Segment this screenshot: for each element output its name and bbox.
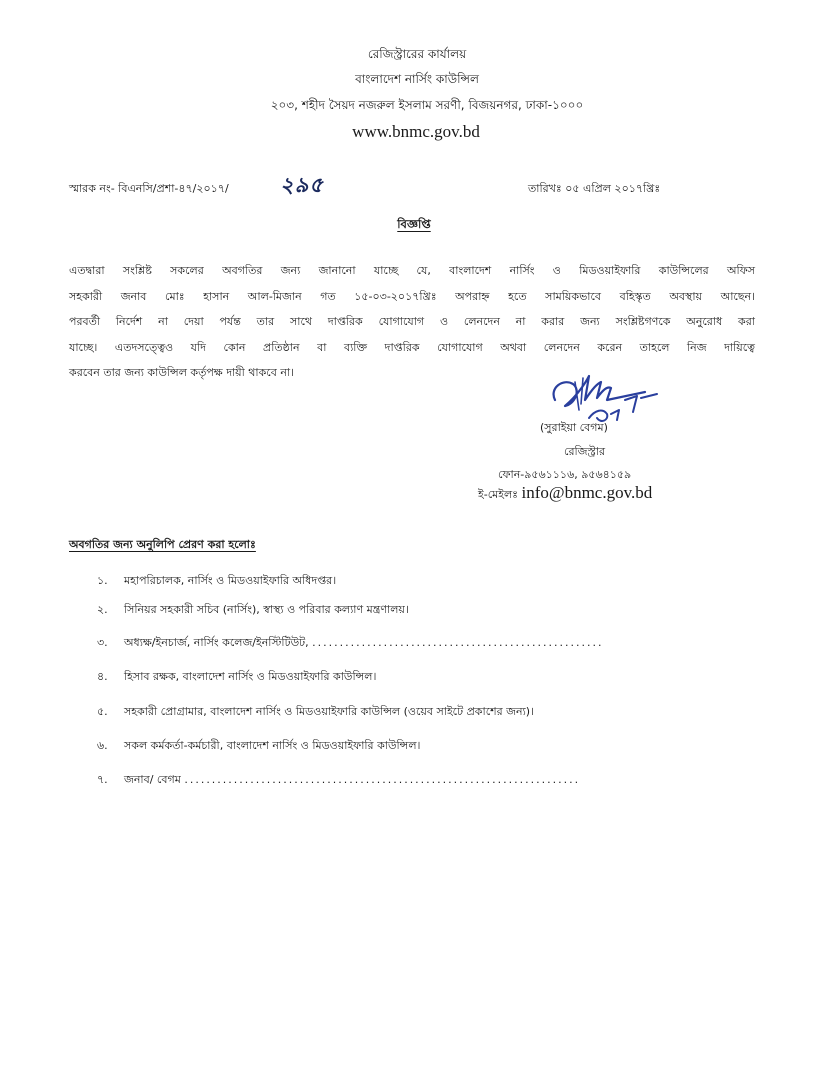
council-name: বাংলাদেশ নার্সিং কাউন্সিল: [355, 72, 479, 86]
office-address: ২০৩, শহীদ সৈয়দ নজরুল ইসলাম সরণী, বিজয়নগর, ঢাকা-১০০০: [270, 98, 584, 112]
copy-recipient-item: [97, 668, 376, 687]
copy-recipient-item: [97, 737, 420, 756]
notice-body-line: সহকারী জনাব মোঃ হাসান আল-মিজান গত ১৫-০৩-২০১৭খ্রিঃ অপরাহ্ন হতে সাময়িকভাবে বহিস্কৃত অবস্থায় আছেন।: [69, 290, 755, 303]
item-text: সহকারী প্রোগ্রামার, বাংলাদেশ নার্সিং ও মিডওয়াইফারি কাউন্সিল (ওয়েব সাইটে প্রকাশের জন্য)।: [124, 705, 534, 718]
website-url: www.bnmc.gov.bd: [352, 122, 480, 141]
signatory-name: (সুরাইয়া বেগম): [540, 421, 608, 434]
email-label: ই-মেইলঃ: [478, 488, 522, 501]
fill-in-blank: ........................................................................: [184, 773, 581, 786]
item-text: জনাব/ বেগম: [124, 773, 185, 786]
copy-recipient-item: [97, 601, 409, 620]
email-address: info@bnmc.gov.bd: [521, 483, 653, 502]
copy-distribution-heading-text: অবগতির জন্য অনুলিপি প্রেরণ করা হলোঃ: [69, 538, 256, 551]
item-text: হিসাব রক্ষক, বাংলাদেশ নার্সিং ও মিডওয়াইফারি কাউন্সিল।: [124, 670, 377, 683]
memo-number-handwritten: ২৯৫: [280, 172, 324, 197]
item-text: সকল কর্মকর্তা-কর্মচারী, বাংলাদেশ নার্সিং ও মিডওয়াইফারি কাউন্সিল।: [124, 739, 421, 752]
copy-distribution-heading: [69, 536, 256, 555]
signatory-phone: ফোন-৯৫৬১১১৬, ৯৫৬৪১৫৯: [498, 468, 632, 481]
item-number: ২.: [97, 603, 108, 616]
signatory-email: [478, 483, 652, 505]
signatory-title: রেজিস্ট্রার: [564, 445, 606, 458]
item-number: ১.: [97, 574, 108, 587]
office-name: রেজিস্ট্রারের কার্যালয়: [367, 47, 467, 61]
notice-body-line: যাচ্ছে। এতদসত্ত্বেও যদি কোন প্রতিষ্ঠান বা ব্যক্তি দাপ্তরিক যোগাযোগ অথবা লেনদেন করেন তাহলে নিজ দায়িত্বে: [69, 341, 755, 354]
notice-body-line: পরবর্তী নির্দেশ না দেয়া পর্যন্ত তার সাথে দাপ্তরিক যোগাযোগ ও লেনদেন না করার জন্য সংশ্লিষ্টগণকে অনুরোধ করা: [69, 315, 755, 328]
item-text: সিনিয়র সহকারী সচিব (নার্সিং), স্বাস্থ্য ও পরিবার কল্যাণ মন্ত্রণালয়।: [124, 603, 409, 616]
issue-date: তারিখঃ ০৫ এপ্রিল ২০১৭খ্রিঃ: [528, 182, 661, 195]
notice-body-line: করবেন তার জন্য কাউন্সিল কর্তৃপক্ষ দায়ী থাকবে না।: [69, 366, 295, 379]
copy-recipient-item: [97, 771, 580, 790]
item-text: মহাপরিচালক, নার্সিং ও মিডওয়াইফারি অধিদপ্তর।: [124, 574, 337, 587]
item-number: ৫.: [97, 705, 108, 718]
memo-number: স্মারক নং- বিএনসি/প্রশা-৪৭/২০১৭/: [69, 182, 229, 195]
copy-recipient-item: [97, 703, 534, 722]
copy-recipient-item: [97, 572, 336, 591]
notice-title: [0, 216, 824, 235]
copy-recipient-item: [97, 634, 603, 653]
item-number: ৪.: [97, 670, 108, 683]
item-text: অধ্যক্ষ/ইনচার্জ, নার্সিং কলেজ/ইনস্টিটিউট,: [124, 636, 313, 649]
notice-body-line: এতদ্বারা সংশ্লিষ্ট সকলের অবগতির জন্য জানানো যাচ্ছে যে, বাংলাদেশ নার্সিং ও মিডওয়াইফারি কাউন্সিলের অফিস: [69, 264, 755, 277]
notice-title-text: বিজ্ঞপ্তি: [397, 217, 431, 231]
item-number: ৬.: [97, 739, 108, 752]
fill-in-blank: .....................................................: [312, 636, 604, 649]
item-number: ৭.: [97, 773, 108, 786]
item-number: ৩.: [97, 636, 108, 649]
